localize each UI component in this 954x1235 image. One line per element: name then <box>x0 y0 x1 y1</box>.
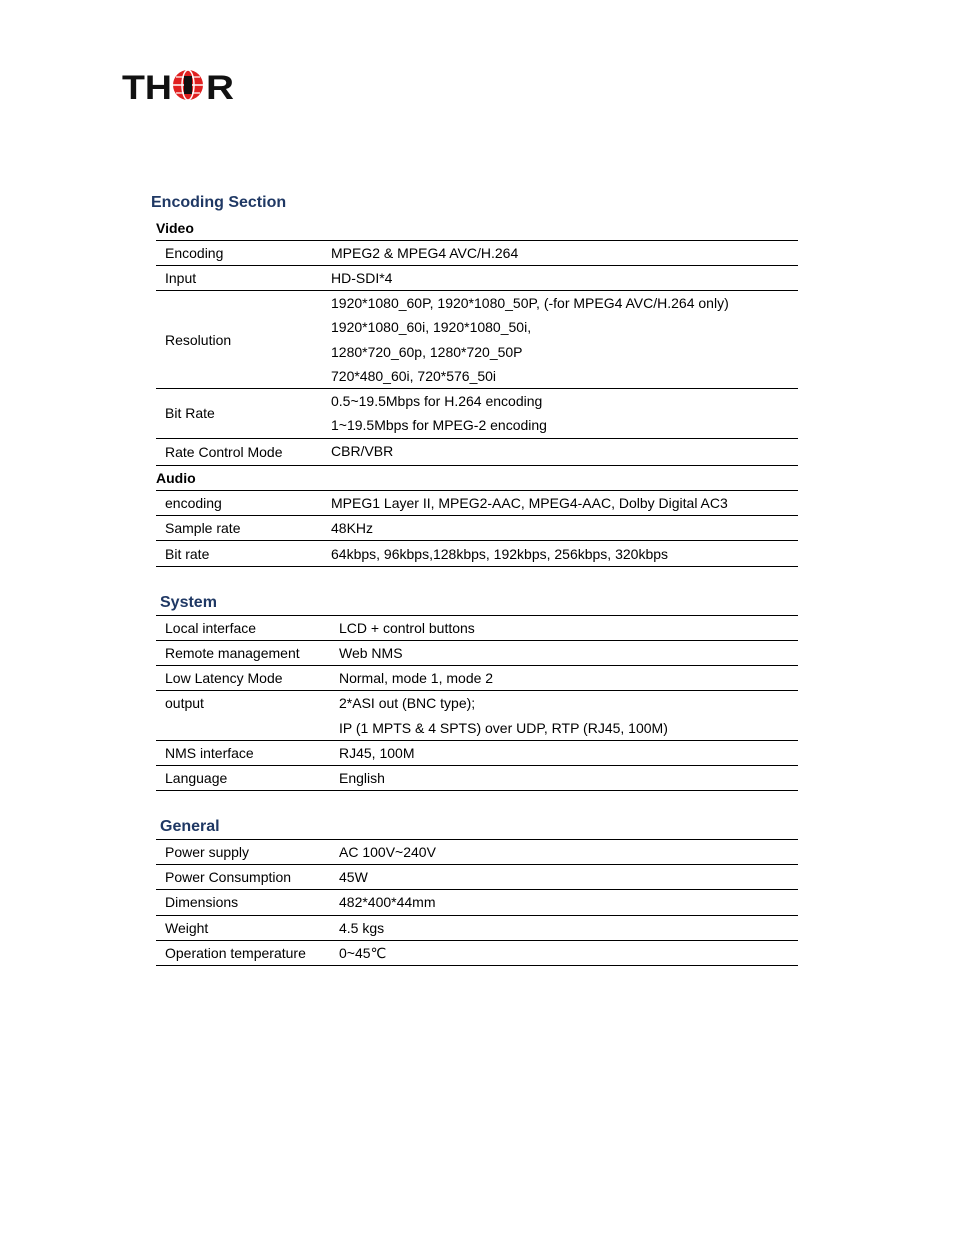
spec-label: Power supply <box>165 844 250 860</box>
spec-label: Bit Rate <box>165 405 215 421</box>
spec-row-audio-bit-rate <box>156 541 798 566</box>
spec-label: Power Consumption <box>165 869 292 885</box>
spec-row-rate-control-mode <box>156 439 798 465</box>
spec-value: 482*400*44mm <box>339 894 436 910</box>
spec-row-resolution <box>156 291 798 388</box>
spec-row-bit-rate <box>156 389 798 438</box>
spec-label: Weight <box>165 920 209 936</box>
spec-label: encoding <box>165 495 222 511</box>
spec-value: 1~19.5Mbps for MPEG-2 encoding <box>331 417 547 433</box>
spec-value: 45W <box>339 869 368 885</box>
subheading-video: Video <box>156 220 194 236</box>
spec-value: IP (1 MPTS & 4 SPTS) over UDP, RTP (RJ45, 100M) <box>339 720 668 736</box>
table-rule <box>156 790 798 791</box>
spec-label: Input <box>165 270 197 286</box>
spec-label: Rate Control Mode <box>165 444 283 460</box>
spec-value: 4.5 kgs <box>339 920 385 936</box>
spec-value: CBR/VBR <box>331 443 394 459</box>
spec-label: Resolution <box>165 332 232 348</box>
subheading-audio: Audio <box>156 470 196 486</box>
spec-value: 2*ASI out (BNC type); <box>339 695 476 711</box>
spec-value: 1920*1080_60P, 1920*1080_50P, (-for MPEG4 AVC/H.264 only) <box>331 295 729 311</box>
spec-value: 720*480_60i, 720*576_50i <box>331 368 497 384</box>
spec-row-nms-interface <box>156 741 798 765</box>
section-title-general: General <box>160 818 220 835</box>
table-rule <box>156 566 798 567</box>
spec-label: Sample rate <box>165 520 241 536</box>
globe-icon <box>173 70 203 100</box>
svg-text:TH: TH <box>122 69 172 104</box>
spec-row-audio-encoding <box>156 491 798 515</box>
spec-value: Normal, mode 1, mode 2 <box>339 670 494 686</box>
spec-row-power-supply <box>156 840 798 864</box>
spec-value: HD-SDI*4 <box>331 270 393 286</box>
spec-label: Low Latency Mode <box>165 670 283 686</box>
spec-row-weight <box>156 916 798 940</box>
spec-label: Local interface <box>165 620 257 636</box>
spec-value: 0.5~19.5Mbps for H.264 encoding <box>331 393 543 409</box>
spec-row-output <box>156 691 798 740</box>
spec-label: NMS interface <box>165 745 254 761</box>
spec-value: RJ45, 100M <box>339 745 415 761</box>
spec-value: 64kbps, 96kbps,128kbps, 192kbps, 256kbps, 320kbps <box>331 546 669 562</box>
spec-value: Web NMS <box>339 645 403 661</box>
spec-value: MPEG2 & MPEG4 AVC/H.264 <box>331 245 519 261</box>
spec-row-dimensions <box>156 890 798 915</box>
spec-value: English <box>339 770 385 786</box>
spec-row-input <box>156 266 798 290</box>
spec-value: MPEG1 Layer II, MPEG2-AAC, MPEG4-AAC, Dolby Digital AC3 <box>331 495 728 511</box>
section-title-system: System <box>160 594 217 611</box>
table-rule <box>156 965 798 966</box>
section-title-encoding: Encoding Section <box>151 194 287 211</box>
spec-row-remote-management <box>156 641 798 665</box>
spec-value: 0~45℃ <box>339 945 387 961</box>
spec-label: Language <box>165 770 228 786</box>
spec-row-local-interface <box>156 616 798 640</box>
spec-row-encoding <box>156 241 798 265</box>
spec-label: Operation temperature <box>165 945 306 961</box>
spec-label: Remote management <box>165 645 300 661</box>
spec-value: LCD + control buttons <box>339 620 475 636</box>
spec-row-operation-temperature <box>156 941 798 965</box>
spec-row-sample-rate <box>156 516 798 540</box>
spec-value: 48KHz <box>331 520 374 536</box>
table-rule <box>156 465 798 466</box>
spec-row-power-consumption <box>156 865 798 889</box>
spec-row-language <box>156 766 798 790</box>
spec-label: Bit rate <box>165 546 210 562</box>
spec-label: output <box>165 695 204 711</box>
svg-text:R: R <box>206 69 234 104</box>
spec-label: Dimensions <box>165 894 239 910</box>
spec-row-low-latency-mode <box>156 666 798 690</box>
spec-label: Encoding <box>165 245 224 261</box>
spec-value: 1280*720_60p, 1280*720_50P <box>331 344 523 360</box>
thor-logo <box>122 66 236 104</box>
spec-value: 1920*1080_60i, 1920*1080_50i, <box>331 319 532 335</box>
spec-value: AC 100V~240V <box>339 844 436 860</box>
